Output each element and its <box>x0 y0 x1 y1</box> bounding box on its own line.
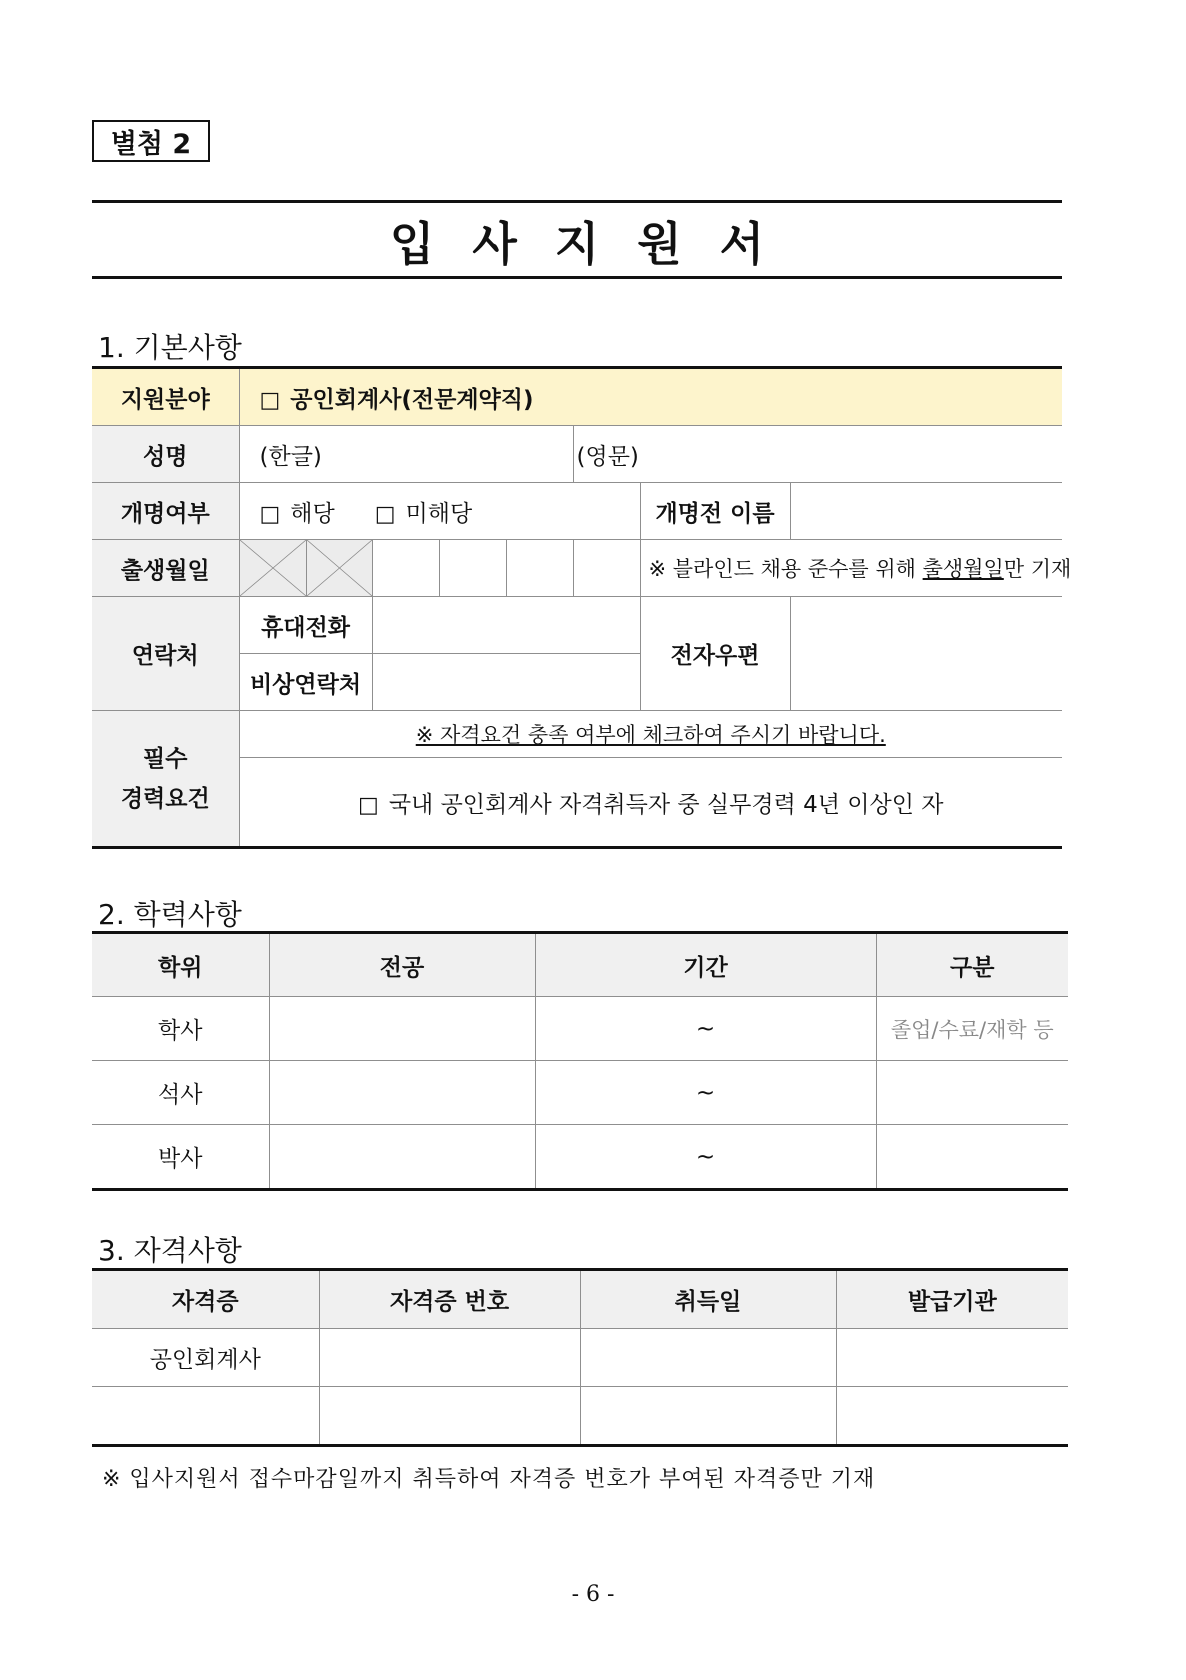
mobile-label: 휴대전화 <box>239 597 372 654</box>
requirement-label <box>92 711 239 848</box>
name-kr-cell[interactable] <box>239 426 573 483</box>
requirement-label-line1: 필수 <box>143 745 188 772</box>
edu-header-major: 전공 <box>269 933 535 997</box>
birth-digit-3[interactable] <box>506 540 573 597</box>
edu-period-input[interactable]: ~ <box>535 1125 876 1190</box>
cross-out-icon <box>307 540 372 596</box>
lic-issuer-input[interactable] <box>836 1387 1068 1446</box>
prev-name-input[interactable] <box>790 483 1062 540</box>
cross-out-icon <box>240 540 306 596</box>
edu-period-input[interactable]: ~ <box>535 1061 876 1125</box>
row-birth <box>92 540 1062 597</box>
emergency-input[interactable] <box>372 654 640 711</box>
rename-options <box>239 483 640 540</box>
prev-name-label: 개명전 이름 <box>640 483 790 540</box>
birth-digit-2[interactable] <box>439 540 506 597</box>
edu-header-degree: 학위 <box>92 933 269 997</box>
section-heading-education: 2. 학력사항 <box>98 898 242 931</box>
title-bottom-rule <box>92 276 1062 279</box>
edu-degree: 학사 <box>92 997 269 1061</box>
table-row <box>92 1061 1068 1125</box>
birth-note-underlined: 출생월일 <box>922 557 1004 581</box>
rename-no-checkbox[interactable]: □ <box>374 501 396 527</box>
title-top-rule <box>92 200 1062 203</box>
edu-status-input[interactable] <box>876 1061 1068 1125</box>
attachment-label: 별첨 2 <box>92 120 210 162</box>
field-label: 지원분야 <box>92 368 239 426</box>
rename-label: 개명여부 <box>92 483 239 540</box>
row-field <box>92 368 1062 426</box>
row-name <box>92 426 1062 483</box>
license-footnote: ※ 입사지원서 접수마감일까지 취득하여 자격증 번호가 부여된 자격증만 기재 <box>102 1467 876 1492</box>
lic-issuer-input[interactable] <box>836 1329 1068 1387</box>
edu-major-input[interactable] <box>269 997 535 1061</box>
birth-label: 출생월일 <box>92 540 239 597</box>
requirement-label-line2: 경력요건 <box>120 785 210 812</box>
lic-name[interactable]: 공인회계사 <box>92 1329 319 1387</box>
lic-header-date: 취득일 <box>580 1270 836 1329</box>
table-row <box>92 1125 1068 1190</box>
education-header-row <box>92 933 1068 997</box>
edu-degree: 박사 <box>92 1125 269 1190</box>
edu-major-input[interactable] <box>269 1125 535 1190</box>
lic-header-name: 자격증 <box>92 1270 319 1329</box>
table-row <box>92 1329 1068 1387</box>
document-title: 입사지원서 <box>389 217 803 271</box>
birth-digit-4[interactable] <box>573 540 640 597</box>
requirement-item-cell <box>239 758 1062 848</box>
section-heading-license: 3. 자격사항 <box>98 1234 242 1267</box>
row-rename <box>92 483 1062 540</box>
requirement-note: ※ 자격요건 충족 여부에 체크하여 주시기 바랍니다. <box>415 723 886 747</box>
license-header-row <box>92 1270 1068 1329</box>
lic-header-issuer: 발급기관 <box>836 1270 1068 1329</box>
rename-yes-label: 해당 <box>290 500 335 527</box>
birth-digit-1[interactable] <box>372 540 439 597</box>
section-heading-basic: 1. 기본사항 <box>98 331 242 364</box>
birth-year-blocked-1 <box>239 540 306 597</box>
name-en-cell[interactable] <box>573 426 1062 483</box>
requirement-item: 국내 공인회계사 자격취득자 중 실무경력 4년 이상인 자 <box>388 791 944 818</box>
field-checkbox[interactable]: □ <box>259 387 281 413</box>
lic-header-number: 자격증 번호 <box>319 1270 580 1329</box>
requirement-note-cell <box>239 711 1062 758</box>
emergency-label: 비상연락처 <box>239 654 372 711</box>
lic-number-input[interactable] <box>319 1329 580 1387</box>
table-row <box>92 1387 1068 1446</box>
contact-label: 연락처 <box>92 597 239 711</box>
name-kr-label: (한글) <box>259 443 322 470</box>
edu-status-input[interactable] <box>876 1125 1068 1190</box>
lic-date-input[interactable] <box>580 1329 836 1387</box>
edu-header-status: 구분 <box>876 933 1068 997</box>
lic-date-input[interactable] <box>580 1387 836 1446</box>
field-value: 공인회계사(전문계약직) <box>290 386 534 413</box>
edu-degree: 석사 <box>92 1061 269 1125</box>
email-label: 전자우편 <box>640 597 790 711</box>
name-label: 성명 <box>92 426 239 483</box>
birth-note-pre: ※ 블라인드 채용 준수를 위해 <box>648 557 923 581</box>
birth-year-blocked-2 <box>306 540 372 597</box>
edu-header-period: 기간 <box>535 933 876 997</box>
requirement-checkbox[interactable]: □ <box>358 792 379 818</box>
lic-number-input[interactable] <box>319 1387 580 1446</box>
lic-name[interactable] <box>92 1387 319 1446</box>
page-number: - 6 - <box>571 1582 615 1607</box>
edu-period-input[interactable]: ~ <box>535 997 876 1061</box>
license-table <box>92 1268 1068 1447</box>
birth-note <box>640 540 1072 597</box>
table-row <box>92 997 1068 1061</box>
education-table <box>92 931 1068 1191</box>
birth-note-post: 만 기재 <box>1003 557 1072 581</box>
name-en-label: (영문) <box>576 443 639 470</box>
rename-no-label: 미해당 <box>405 500 473 527</box>
row-requirement-note <box>92 711 1062 758</box>
rename-yes-checkbox[interactable]: □ <box>259 501 281 527</box>
basic-info-table <box>92 366 1072 849</box>
row-mobile <box>92 597 1062 654</box>
field-value-cell <box>239 368 1062 426</box>
edu-major-input[interactable] <box>269 1061 535 1125</box>
mobile-input[interactable] <box>372 597 640 654</box>
email-input[interactable] <box>790 597 1062 711</box>
edu-status-input[interactable]: 졸업/수료/재학 등 <box>876 997 1068 1061</box>
